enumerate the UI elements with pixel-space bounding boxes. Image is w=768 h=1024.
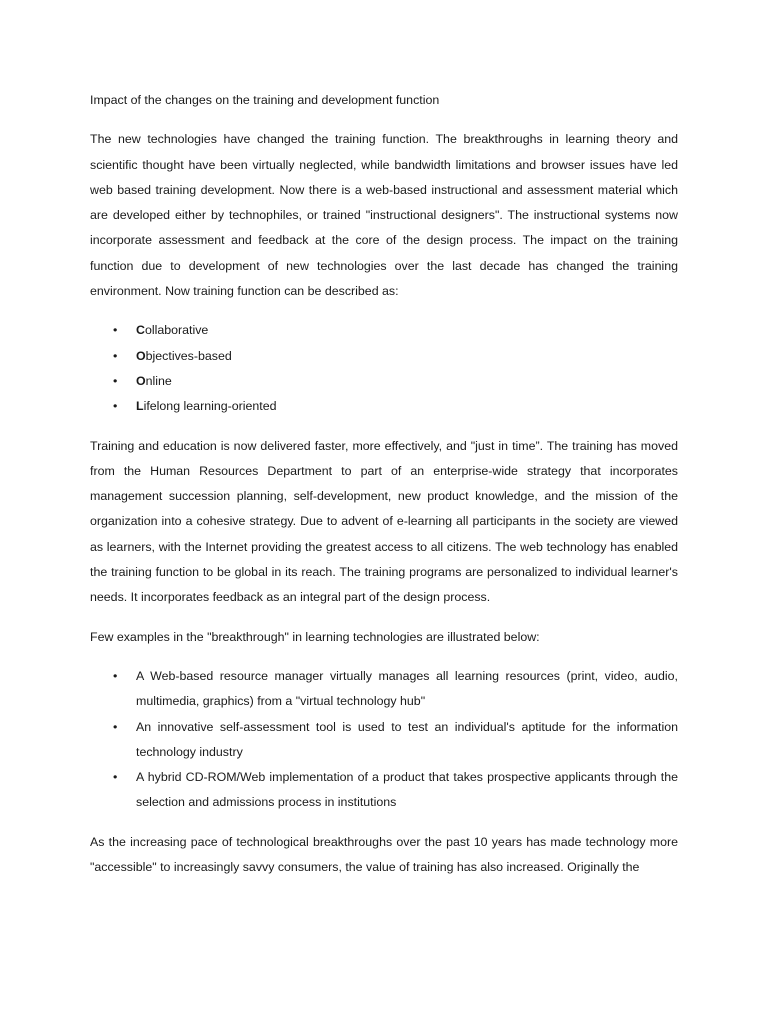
list-item [90,765,678,816]
paragraph-examples-intro: Few examples in the "breakthrough" in learning technologies are illustrated below: [90,629,540,644]
examples-list [90,664,678,816]
document-title: Impact of the changes on the training and development function [90,93,440,107]
bullet-icon: • [113,770,118,785]
bullet-icon: • [113,373,118,388]
acronym-list [90,318,678,419]
example-text: An innovative self-assessment tool is used to test an individual's aptitude for the information technology industry [136,719,678,759]
example-text: A hybrid CD-ROM/Web implementation of a product that takes prospective applicants through the selection and admissions process in institutions [136,770,678,810]
list-item [90,344,678,369]
acronym-rest: nline [145,373,172,388]
acronym-rest: ifelong learning-oriented [143,399,277,414]
acronym-initial: O [136,348,146,363]
list-item [90,664,678,715]
acronym-initial: O [136,373,146,388]
paragraph-training-education: Training and education is now delivered faster, more effectively, and "just in time”. The training has moved from the Human Resources Department to part of an enterprise-wide strategy that incorporates management succession planning, self-development, new product knowledge, and the mission of the organization into a cohesive strategy. Due to advent of e-learning all participants in the society are viewed as learners, with the Internet providing the greatest access to all citizens. The web technology has enabled the training function to be global in its reach. The training programs are personalized to individual learner's needs. It incorporates feedback as an integral part of the design process. [90,438,678,605]
paragraph-intro: The new technologies have changed the training function. The breakthroughs in learning theory and scientific thought have been virtually neglected, while bandwidth limitations and browser issues have led web based training development. Now there is a web-based instructional and assessment material which are developed either by technophiles, or trained "instructional designers". The instructional systems now incorporate assessment and feedback at the core of the design process. The impact on the training function due to development of new technologies over the last decade has changed the training environment. Now training function can be described as: [90,132,678,299]
example-text: A Web-based resource manager virtually manages all learning resources (print, video, audio, multimedia, graphics) from a "virtual technology hub" [136,668,678,709]
bullet-icon: • [113,399,118,414]
bullet-icon: • [113,323,118,338]
acronym-initial: L [136,399,144,414]
list-item [90,318,678,343]
list-item [90,394,678,419]
acronym-rest: ollaborative [144,323,209,338]
bullet-icon: • [113,348,118,363]
acronym-initial: C [136,323,145,338]
acronym-rest: bjectives-based [145,348,232,363]
list-item [90,715,678,766]
bullet-icon: • [113,668,118,683]
document-page [90,88,678,894]
list-item [90,369,678,394]
bullet-icon: • [113,719,118,734]
paragraph-closing: As the increasing pace of technological breakthroughs over the past 10 years has made technology more "accessible" to increasingly savvy consumers, the value of training has also increased. Originally the [90,834,678,875]
